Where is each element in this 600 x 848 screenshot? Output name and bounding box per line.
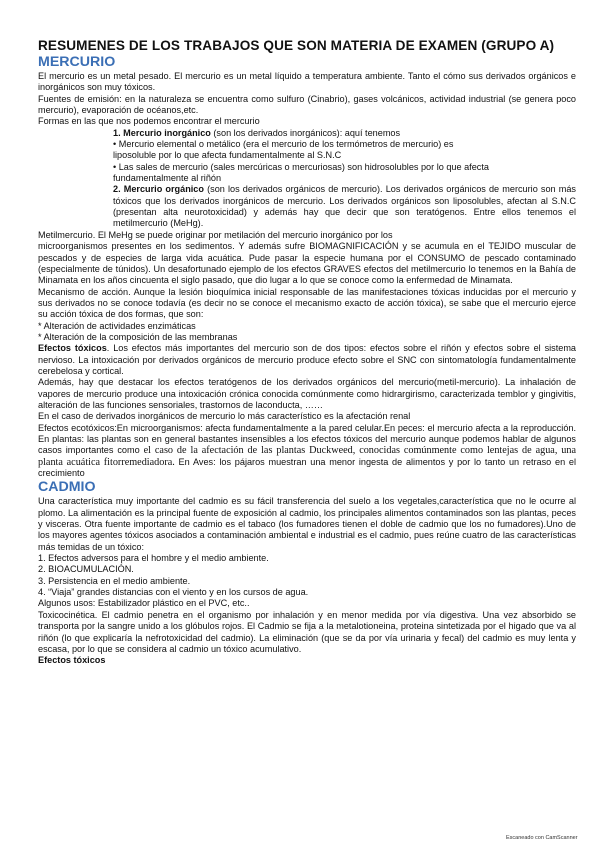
scanner-watermark: Escaneado con CamScanner: [506, 835, 578, 841]
mercurio-fuentes: Fuentes de emisión: en la naturaleza se encuentra como sulfuro (Cinabrio), gases volcánicos, actividad industrial (se genera poco mercurio), evaporación de océanos,etc.: [38, 93, 576, 116]
cadmio-intro: Una característica muy importante del cadmio es su fácil transferencia del suelo a los vegetales,característica que no le ocurre al plomo. La alimentación es la principal fuente de exposición al cadmio, los principales alimentos contaminados son las plantas, peces y visceras. Otra fuente importante de cadmio es el tabaco (los fumadores tienen el doble de cadmio que los no fumadores).Uno de los mayores agentes tóxicos asociados a contaminación ambiental e industrial es el cadmio, pues reúne cuatro de las características más temidas de un tóxico:: [38, 496, 576, 552]
section-heading-mercurio: MERCURIO: [38, 54, 116, 70]
cadmio-usos: Algunos usos: Estabilizador plástico en el PVC, etc..: [38, 598, 250, 609]
afectacion-renal: En el caso de derivados inorgánicos de mercurio lo más característico es la afectación renal: [38, 411, 411, 422]
metilmercurio-paragraph: microorganismos presentes en los sedimentos. Y además sufre BIOMAGNIFICACIÓN y se acumula en el TEJIDO muscular de pescados y de especies de larga vida acuática. Pude pasar la especie humana por el CONSUMO de pescado contaminado (especialmente de túnidos). Un desafortunado ejemplo de los efectos GRAVES efectos del metilmercurio lo tenemos en la Bahía de Minamata en los años cincuenta el siglo pasado, que dio lugar a lo que se conoce como la enfermedad de Minamata.: [38, 241, 576, 286]
cadmio-item-3: 3. Persistencia en el medio ambiente.: [38, 575, 191, 586]
mercurio-inorganico: 1. Mercurio inorgánico (son los derivados inorgánicos): aquí tenemos: [113, 127, 401, 138]
bullet-sales: • Las sales de mercurio (sales mercúricas o mercuriosas) son hidrosolubles por lo que afecta: [113, 161, 489, 172]
bullet-elemental-cont: liposoluble por lo que afecta fundamentalmente al S.N.C: [113, 150, 342, 161]
mecanismo-accion: Mecanismo de acción. Aunque la lesión bioquímica inicial responsable de las manifestaciones tóxicas inducidas por el mercurio y sus derivados no se conoce todavía (es decir no se conoce el mecanismo exacto de acción tóxica), se sabe que el mercurio ejerce su acción tóxica de dos formas, que son:: [38, 286, 576, 320]
mercurio-formas: Formas en las que nos podemos encontrar el mercurio: [38, 116, 260, 127]
bullet-sales-cont: fundamentalmente al riñón: [113, 173, 222, 184]
alteracion-enzimatica: * Alteración de actividades enzimáticas: [38, 320, 196, 331]
efectos-ecotoxicos: Efectos ecotóxicos:En microorganismos: afecta fundamentalmente a la pared celular.En peces: el mercurio afecta a la reproducción. En plantas: las plantas son en general bastantes insensibles a los efectos tóxicos del mercurio aunque podemos hablar de algunos casos importantes como el caso de la afectación de las plantas Duckweed, conocidas comúnmente como lentejas de agua, una planta acuática fitorremediadora. En Aves: los pájaros muestran una menor ingesta de alimentos y por lo tanto un retraso en el crecimiento: [38, 422, 577, 479]
cadmio-efectos-toxicos: Efectos tóxicos: [38, 655, 106, 666]
mercurio-organico: 2. Mercurio orgánico (son los derivados orgánicos de mercurio). Los derivados orgánicos de mercurio son más tóxicos que los derivados inorgánicos de mercurio. Los derivados orgánicos son liposolubles, afectan al S.N.C (presentan alta neurotoxicidad) y además hay que decir que son teratógenos. Entre ellos tenemos el metilmercurio (MeHg).: [113, 184, 576, 229]
metilmercurio-line: Metilmercurio. El MeHg se puede originar por metilación del mercurio inorgánico por los: [38, 229, 393, 240]
cadmio-toxicocinetica: Toxicocinética. El cadmio penetra en el organismo por inhalación y en menor medida por vía digestiva. Una vez absorbido se transporta por la sangre unido a los glóbulos rojos. El Cadmio se fija a la metalotioneina, proteina sintetizada por el higado que va al riñón (lo que explicaría la nefrotoxicidad del cadmio). La eliminación (que se da por vía urinaria y fecal) del cadmio es muy lenta y escasa, por lo que se considera al cadmio un tóxico acumulativo.: [38, 609, 576, 654]
efectos-teratogenos: Además, hay que destacar los efectos teratógenos de los derivados orgánicos del mercurio(metil-mercurio). La inhalación de vapores de mercurio produce una intoxicación crónica conocida comúnmente como hidrargirismo, caracterizada temblor y gingivitis, alteración de las funciones sensoriales, trastornos de laconducta, ……: [38, 377, 576, 410]
mercurio-efectos-toxicos: Efectos tóxicos. Los efectos más importantes del mercurio son de dos tipos: efectos sobre el riñón y efectos sobre el sistema nervioso. La intoxicación por derivados orgánicos de mercurio produce efecto sobre el SNC con sintomatología fundamentalmente cerebelosa y cortical.: [38, 343, 577, 376]
mercurio-intro: El mercurio es un metal pesado. El mercurio es un metal líquido a temperatura ambiente. Tanto el cómo sus derivados orgánicos e inorgánicos son muy tóxicos.: [38, 71, 576, 93]
cadmio-item-1: 1. Efectos adversos para el hombre y el medio ambiente.: [38, 553, 269, 564]
document-title: RESUMENES DE LOS TRABAJOS QUE SON MATERIA DE EXAMEN (GRUPO A): [38, 38, 555, 53]
cadmio-item-2: 2. BIOACUMULACIÓN.: [38, 564, 134, 575]
bullet-elemental: • Mercurio elemental o metálico (era el mercurio de los termómetros de mercurio) es: [113, 139, 454, 150]
alteracion-membranas: * Alteración de la composición de las membranas: [38, 331, 238, 342]
cadmio-item-4: 4. “Viaja” grandes distancias con el viento y en los cursos de agua.: [38, 587, 309, 598]
section-heading-cadmio: CADMIO: [38, 479, 96, 496]
